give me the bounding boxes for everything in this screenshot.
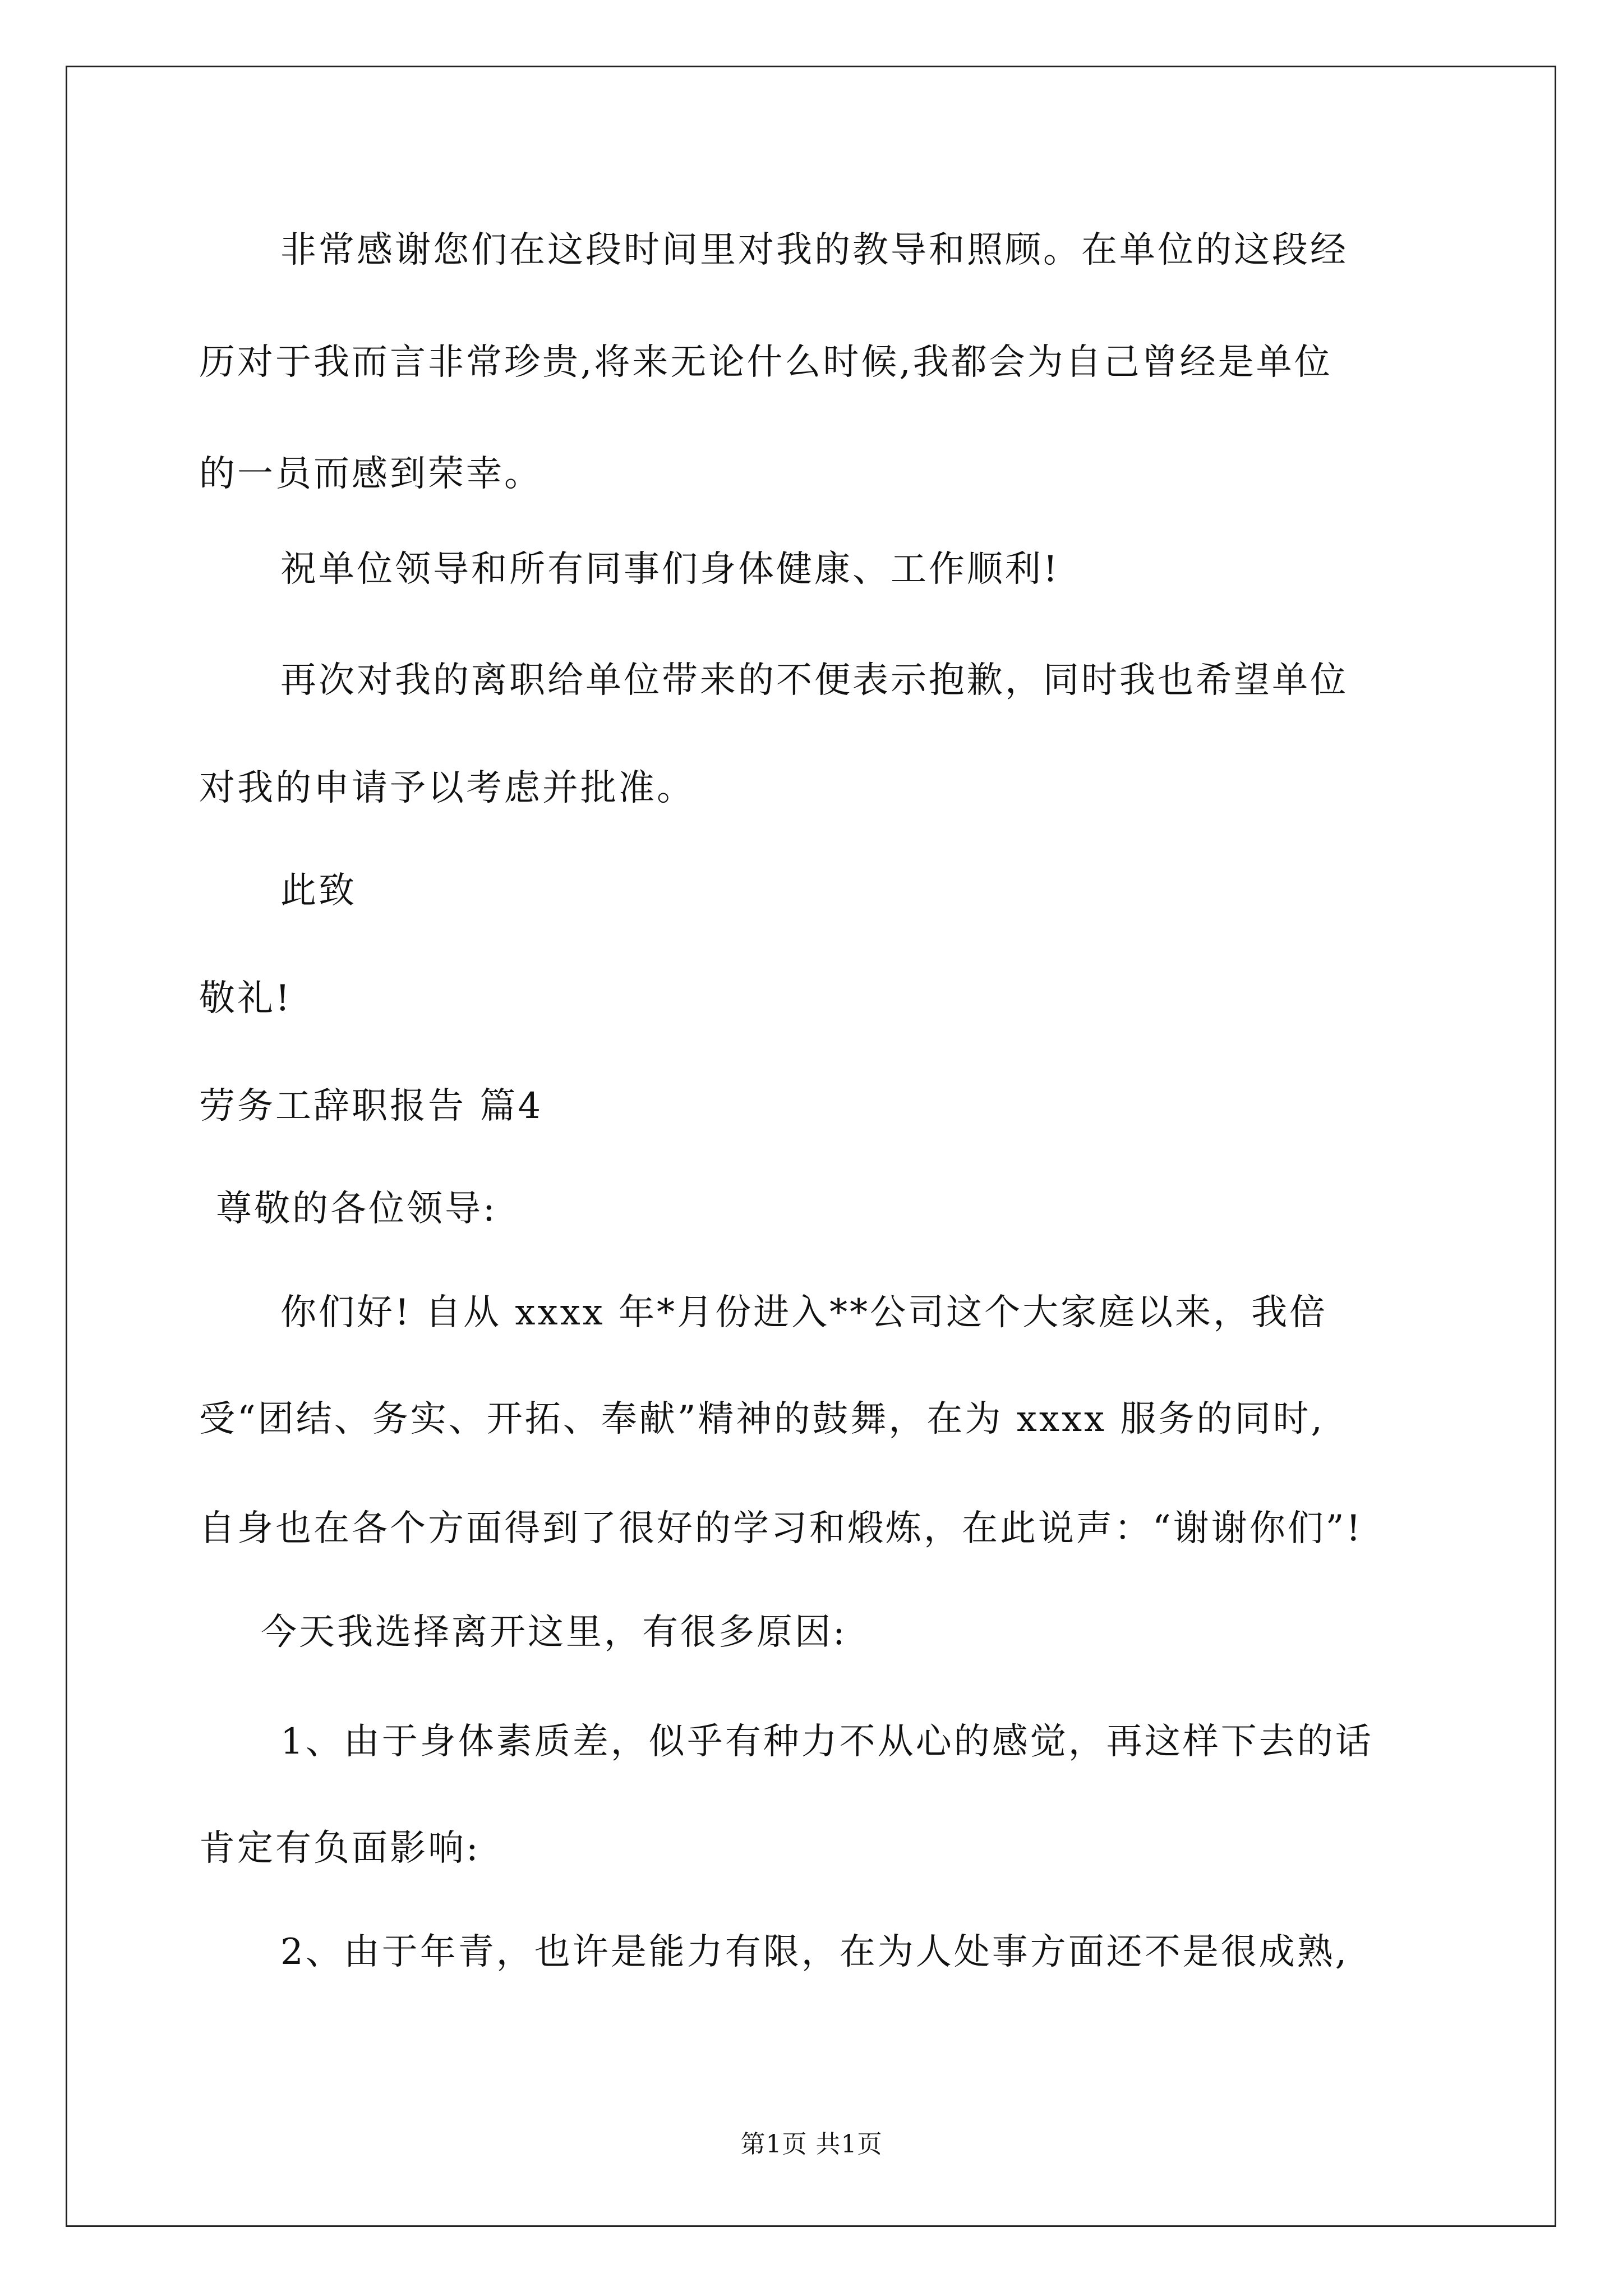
greeting: 尊敬的各位领导:	[216, 1188, 497, 1230]
closing-salutation: 此致	[280, 870, 357, 912]
page-footer: 第1页 共1页	[740, 2130, 883, 2159]
paragraph-line: 再次对我的离职给单位带来的不便表示抱歉，同时我也希望单位	[280, 660, 1348, 701]
paragraph-line: 自身也在各个方面得到了很好的学习和煅炼，在此说声：“谢谢你们”!	[199, 1508, 1363, 1549]
paragraph-line: 非常感谢您们在这段时间里对我的教导和照顾。在单位的这段经	[280, 229, 1348, 271]
paragraph-line: 受“团结、务实、开拓、奉献”精神的鼓舞，在为 xxxx 服务的同时,	[199, 1398, 1325, 1440]
paragraph-line: 的一员而感到荣幸。	[199, 453, 542, 495]
list-item-line: 2、由于年青，也许是能力有限，在为人处事方面还不是很成熟,	[280, 1931, 1349, 1973]
closing-regards: 敬礼!	[199, 978, 292, 1019]
paragraph-line: 历对于我而言非常珍贵,将来无论什么时候,我都会为自己曾经是单位	[199, 342, 1332, 383]
paragraph-line: 对我的申请予以考虑并批准。	[199, 767, 695, 809]
list-item-line: 1、由于身体素质差，似乎有种力不从心的感觉，再这样下去的话	[280, 1721, 1373, 1763]
section-heading: 劳务工辞职报告 篇4	[199, 1085, 543, 1127]
paragraph-line: 你们好! 自从 xxxx 年*月份进入**公司这个大家庭以来，我倍	[280, 1292, 1328, 1333]
paragraph-line: 今天我选择离开这里，有很多原因:	[261, 1612, 847, 1653]
list-item-line: 肯定有负面影响:	[199, 1828, 481, 1869]
page-border	[66, 66, 1556, 2227]
paragraph-line: 祝单位领导和所有同事们身体健康、工作顺利!	[280, 549, 1060, 590]
